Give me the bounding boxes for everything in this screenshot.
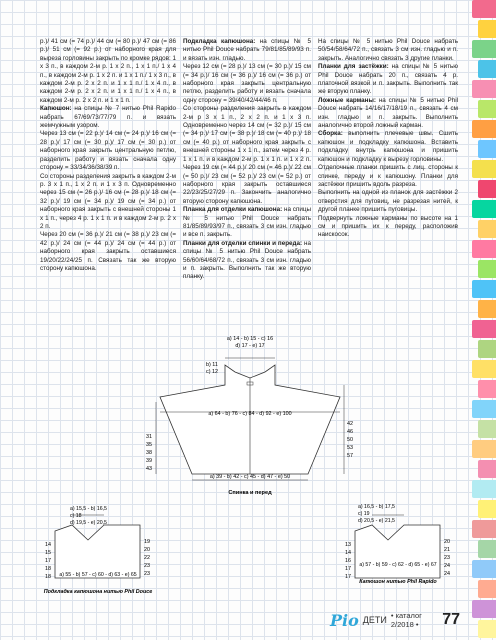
footer-section: ДЕТИ (362, 615, 387, 625)
heading: Планки для отделки спинки и переда: (183, 239, 303, 247)
dimension-number: 21 (444, 547, 450, 553)
dimension-number: 57 (347, 453, 353, 459)
dimension-number: 24 (444, 571, 450, 577)
dimension-number: 23 (444, 555, 450, 561)
hood-top-3: d) 20,5 - e) 21,5 (358, 518, 395, 524)
hood-top-1: a) 16,5 - b) 17,5 (358, 504, 395, 510)
dimension-number: 20 (144, 547, 150, 553)
lining-top-1: a) 15,5 - b) 16,5 (70, 506, 107, 512)
paragraph: Подвернуть ложные карманы по высоте на 1 см и пришить их к переду, расположив наискосок. (318, 214, 458, 239)
paragraph-text: на спицы № 5 нитью Phil Douce набрать 79/81/85/89/93 п. и вязать изн. гладью. (183, 38, 312, 62)
lining-bottom: a) 55 - b) 57 - c) 60 - d) 63 - e) 65 (59, 572, 137, 578)
dimension-number: 13 (345, 542, 351, 548)
lining-diagram (44, 506, 153, 595)
dimension-number: 15 (45, 550, 51, 556)
paragraph-text: выполнить плечевые швы. Сшить капюшон и подкладку капюшона. Вставить подкладку внутрь капюшона и пришить капюшон и подкладку к вырезу горловины. (318, 130, 459, 163)
dimension-number: 38 (146, 450, 152, 456)
lining-caption: Подкладка капюшона нитью Phil Douce (43, 589, 153, 595)
dimension-number: 14 (345, 550, 351, 556)
paragraph-text: на спицы № 5 нитью Phil Douce набрать 14/16/17/18/19 п., связать 4 см изн. гладью и п. закрыть. Выполнить аналогично второй ложный карман. (318, 96, 458, 130)
dimension-number: 18 (45, 574, 51, 580)
footer-catalog: • каталог 2/2018 • (390, 611, 422, 629)
dimension-number: 43 (146, 466, 152, 472)
hood-left-heights (345, 542, 351, 580)
page-footer (330, 608, 460, 632)
dimension-number: 35 (146, 442, 152, 448)
neck-label-2: d) 17 - e) 17 (235, 343, 265, 349)
paragraph: Выполнить на одной из планок для застёжки 2 отверстия для пуговиц, не разрезая нитей, к другой планке пришить пуговицы. (318, 189, 458, 214)
brand-logo: Pio (330, 610, 359, 630)
hood-diagram (345, 504, 450, 585)
paragraph: Со стороны разделения закрыть в каждом 2-м р 3 х 1 п., 2 х 2 п. и 1 х 3 п. Одновременно через 14 см (= 32 р.)/ 15 см (= 34 р.)/ 17 см (= 38 р.)/ 18 см (= 40 р.)/ 18 см (= 40 р.) от наборного края закрыть с внешней стороны 1 х 1 п., затем через 4 р. 1 х 1 п. и в каждом 2-м р. 1 х 1 п. и 1 х 2 п. Через 19 см (= 44 р.)/ 20 см (= 46 р.)/ 22 см (= 50 р.)/ 23 см (= 52 р.)/ 23 см (= 52 р.) от наборного края закрыть оставшиеся 22/23/25/27/29 п. Закончить аналогично вторую сторону капюшона. (183, 105, 311, 205)
hood-caption: Капюшон нитью Phil Rapido (359, 579, 437, 585)
paragraph-text: на спицы № 5 нитью Phil Douce набрать 81/85/89/93/97 п., связать 3 см изн. гладью и все п. закрыть. (183, 206, 312, 239)
body-caption: Спинка и перед (228, 490, 272, 496)
paragraph: На спицы № 5 нитью Phil Douce набрать 50/54/58/64/72 п., связать 3 см изн. гладью и п. закрыть. Аналогично связать 3 другие планки. (318, 38, 458, 62)
heading: Планка для отделки капюшона: (183, 206, 283, 214)
hood-top-2: c) 19 (358, 511, 370, 517)
dimension-number: 20 (444, 539, 450, 545)
dimension-number: 16 (345, 558, 351, 564)
dimension-number: 17 (45, 558, 51, 564)
dimension-number: 17 (345, 566, 351, 572)
hood-heading: Капюшон: (40, 105, 72, 113)
dimension-number: 19 (144, 539, 150, 545)
dimension-number: 23 (144, 571, 150, 577)
paragraph: Через 12 см (= 28 р.)/ 13 см (= 30 р.)/ 15 см (= 34 р.)/ 16 см (= 36 р.)/ 16 см (= 36 р.) от наборного края закрыть центральную петлю, разделить работу и вязать сначала одну сторону = 39/40/42/44/46 п. (183, 63, 311, 104)
dimension-number: 18 (45, 566, 51, 572)
dimension-number: 22 (144, 555, 150, 561)
paragraph: Отделочные планки пришить с лиц. стороны к спинке, переду и к капюшону. Планки для застёжки пришить вдоль разреза. (318, 164, 458, 188)
hood-bottom: a) 57 - b) 59 - c) 62 - d) 65 - e) 67 (359, 562, 437, 568)
heading: Подкладка капюшона: (183, 38, 256, 45)
heading: Планки для застёжки: (318, 63, 389, 71)
paragraph: Со стороны разделения закрыть в каждом 2-м р. 3 х 1 п., 1 х 2 п. и 1 х 3 п. Одновременно через 15 см (= 26 р.)/ 16 см (= 28 р.)/ 18 см (= 32 р.)/ 19 см (= 34 р.)/ 19 см (= 34 р.) от наборного края закрыть с внешней стороны 1 х 1 п., через 4 р. 1 х 1 п. и в каждом 2-м р. 2 х 2 п. (40, 172, 176, 230)
dimension-number: 17 (345, 574, 351, 580)
hood-outline (355, 525, 440, 578)
dimension-number: 50 (347, 437, 353, 443)
page-number: 77 (442, 611, 460, 628)
dimension-number: 14 (45, 542, 51, 548)
dimension-number: 46 (347, 429, 353, 435)
left-heights (146, 434, 152, 472)
shoulder-label-1: b) 11 (206, 362, 218, 368)
dimension-number: 53 (347, 445, 353, 451)
dimension-number: 42 (347, 421, 353, 427)
paragraph-text: на спицы № 5 нитью Phil Douce набрать 56/60/64/68/72 п., связать 3 см изн. гладью и п. закрыть. Выполнить так же вторую планку. (183, 239, 311, 281)
lining-outline (55, 525, 140, 578)
lining-top-2: c) 18 (70, 513, 82, 519)
hood-right-heights (444, 539, 450, 577)
paragraph: р.)/ 41 см (= 74 р.)/ 44 см (= 80 р.)/ 47 см (= 86 р.)/ 51 см (= 92 р.) от наборного края для выреза горловины закрыть по кромке рядов: 1 х 3 п., в каждом 2-м р. 1 х 2 п., 1 х 1 п./ 1 х 4 п., в каждом 2-м р. 1 х 2 п. и 1 х 1 п./ 1 х 3 п., в каждом 2-м р. 2 х 2 п. и 1 х 1 п./ 1 х 4 п., в каждом 2-м р. 2 х 2 п. и 1 х 1 п./ 1 х 4 п., в каждом 2-м р. 2 х 2 п. и 1 х 1 п. (40, 38, 176, 104)
right-heights (347, 421, 353, 459)
paragraph-text: на спицы № 5 нитью Phil Douce набрать 20 п., связать 4 р. платочной вязкой и п. закрыть. Выполнить так же вторую планку. (318, 63, 459, 96)
body-diagram (146, 336, 353, 496)
hood-text: на спицы № 7 нитью Phil Rapido набрать 67/69/73/77/79 п. и вязать жемчужным узором. (40, 105, 176, 130)
neck-label-1: a) 14 - b) 15 - c) 16 (226, 336, 274, 342)
hem-label: a) 39 - b) 42 - c) 45 - d) 47 - e) 50 (209, 474, 291, 480)
width-label: a) 64 - b) 76 - c) 84 - d) 92 - e) 100 (208, 411, 292, 417)
heading: Сборка: (318, 130, 343, 138)
heading: Ложные карманы: (318, 96, 376, 104)
paragraph: Через 20 см (= 36 р.)/ 21 см (= 38 р.)/ 23 см (= 42 р.)/ 24 см (= 44 р.)/ 24 см (= 44 р.) от наборного края закрыть оставшиеся 19/20/22/24/25 п. Связать так же вторую сторону капюшона. (40, 231, 176, 272)
shoulder-label-2: c) 12 (206, 369, 218, 375)
lining-right-heights (144, 539, 150, 577)
dimension-number: 23 (144, 563, 150, 569)
lining-left-heights (45, 542, 51, 580)
dimension-number: 24 (444, 563, 450, 569)
lining-top-3: d) 19,5 - e) 20,5 (70, 520, 107, 526)
dimension-number: 31 (146, 434, 152, 440)
dimension-number: 39 (146, 458, 152, 464)
paragraph: Через 13 см (= 22 р.)/ 14 см (= 24 р.)/ 16 см (= 28 р.)/ 17 см (= 30 р.)/ 17 см (= 30 р.) от наборного края закрыть центральную петлю, разделить работу и вязать сначала одну сторону = 33/34/36/38/39 п. (40, 130, 176, 172)
